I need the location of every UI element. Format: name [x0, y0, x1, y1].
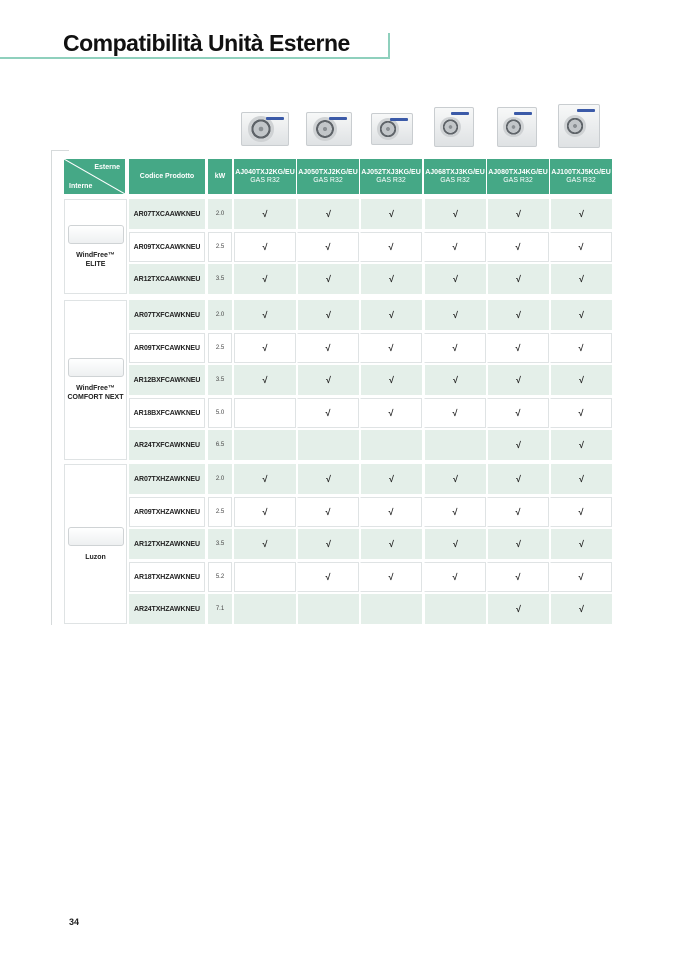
check-mark-icon: √: [262, 242, 268, 252]
check-mark-icon: √: [452, 572, 458, 582]
check-mark-icon: √: [388, 507, 394, 517]
compat-cell: [297, 199, 359, 229]
compat-cell: [550, 199, 612, 229]
brand-logo-icon: [514, 112, 532, 115]
product-code-cell: AR12TXHZAWKNEU: [129, 529, 205, 559]
check-mark-icon: √: [579, 310, 584, 320]
kw-cell: 5.2: [208, 562, 232, 592]
product-code-cell: AR24TXHZAWKNEU: [129, 594, 205, 624]
check-mark-icon: √: [579, 539, 584, 549]
check-mark-icon: √: [516, 310, 521, 320]
compat-cell: [487, 529, 549, 559]
compat-cell: [550, 333, 612, 363]
compat-cell: [360, 300, 422, 330]
outdoor-unit-image: [434, 107, 474, 147]
check-mark-icon: √: [326, 375, 331, 385]
check-mark-icon: √: [325, 572, 331, 582]
check-mark-icon: √: [452, 507, 458, 517]
compat-cell: [234, 594, 296, 624]
outdoor-gas: GAS R32: [313, 176, 343, 184]
compat-cell: [297, 464, 359, 494]
check-mark-icon: √: [516, 604, 521, 614]
compat-cell: [424, 594, 486, 624]
check-mark-icon: √: [262, 343, 268, 353]
kw-cell: 5.0: [208, 398, 232, 428]
compat-cell: [550, 464, 612, 494]
indoor-unit-image: [68, 527, 124, 546]
product-code-cell: AR07TXHZAWKNEU: [129, 464, 205, 494]
compat-cell: [424, 464, 486, 494]
compat-cell: [550, 430, 612, 460]
check-mark-icon: √: [326, 310, 331, 320]
brand-logo-icon: [577, 109, 595, 112]
indoor-group: [64, 199, 127, 294]
outdoor-gas: GAS R32: [440, 176, 470, 184]
indoor-group-name: WindFree™ COMFORT NEXT: [67, 385, 124, 401]
brand-logo-icon: [451, 112, 469, 115]
compat-cell: [487, 333, 549, 363]
product-code-cell: AR18BXFCAWKNEU: [129, 398, 205, 428]
header-outdoor-unit: [297, 159, 359, 194]
kw-cell: 2.5: [208, 232, 232, 262]
product-code-cell: AR09TXFCAWKNEU: [129, 333, 205, 363]
compat-cell: [360, 398, 422, 428]
check-mark-icon: √: [389, 310, 394, 320]
header-kw-label: kW: [214, 172, 226, 180]
check-mark-icon: √: [326, 209, 331, 219]
compat-cell: [424, 529, 486, 559]
check-mark-icon: √: [389, 375, 394, 385]
indoor-unit-image: [68, 225, 124, 244]
fan-grille-icon: [503, 117, 524, 138]
indoor-group-name: WindFree™ ELITE: [76, 251, 115, 268]
check-mark-icon: √: [326, 474, 331, 484]
compat-cell: [234, 529, 296, 559]
check-mark-icon: √: [453, 209, 458, 219]
check-mark-icon: √: [453, 310, 458, 320]
outdoor-model: AJ100TXJ5KG/EU: [551, 168, 611, 176]
check-mark-icon: √: [388, 408, 394, 418]
outdoor-gas: GAS R32: [250, 176, 280, 184]
corner-header: [64, 159, 125, 194]
compat-cell: [550, 398, 612, 428]
compat-cell: [550, 562, 612, 592]
product-code-cell: AR09TXCAAWKNEU: [129, 232, 205, 262]
compat-cell: [550, 365, 612, 395]
check-mark-icon: √: [388, 242, 394, 252]
check-mark-icon: √: [579, 604, 584, 614]
compat-cell: [360, 365, 422, 395]
check-mark-icon: √: [579, 440, 584, 450]
corner-label-indoor: Interne: [69, 183, 93, 190]
fan-grille-icon: [564, 115, 586, 137]
compat-cell: [297, 264, 359, 294]
header-outdoor-unit: [360, 159, 422, 194]
compat-cell: [297, 398, 359, 428]
outdoor-unit-image: [558, 104, 600, 148]
fan-grille-icon: [377, 118, 399, 140]
compat-cell: [487, 430, 549, 460]
header-outdoor-unit: [234, 159, 296, 194]
compat-cell: [424, 232, 486, 262]
check-mark-icon: √: [325, 343, 331, 353]
outdoor-model: AJ040TXJ2KG/EU: [235, 168, 295, 176]
brand-logo-icon: [266, 117, 284, 120]
product-code-cell: AR09TXHZAWKNEU: [129, 497, 205, 527]
compat-cell: [360, 199, 422, 229]
check-mark-icon: √: [516, 274, 521, 284]
compat-cell: [234, 199, 296, 229]
check-mark-icon: √: [388, 572, 394, 582]
compat-cell: [234, 562, 296, 592]
outdoor-unit-image: [371, 113, 413, 145]
page-title: Compatibilità Unità Esterne: [63, 30, 350, 56]
compat-cell: [297, 430, 359, 460]
product-code-cell: AR18TXHZAWKNEU: [129, 562, 205, 592]
kw-cell: 6.5: [208, 430, 232, 460]
compat-cell: [550, 232, 612, 262]
outdoor-gas: GAS R32: [376, 176, 406, 184]
compat-cell: [297, 594, 359, 624]
kw-cell: 2.5: [208, 497, 232, 527]
indoor-group: [64, 464, 127, 624]
kw-cell: 2.0: [208, 464, 232, 494]
outdoor-gas: GAS R32: [566, 176, 596, 184]
outdoor-unit-image: [497, 107, 537, 147]
compat-cell: [297, 333, 359, 363]
check-mark-icon: √: [389, 274, 394, 284]
check-mark-icon: √: [578, 242, 584, 252]
check-mark-icon: √: [515, 343, 521, 353]
compat-cell: [487, 365, 549, 395]
header-outdoor-unit: [550, 159, 612, 194]
check-mark-icon: √: [515, 507, 521, 517]
compat-cell: [424, 300, 486, 330]
compat-cell: [360, 562, 422, 592]
compat-cell: [234, 497, 296, 527]
check-mark-icon: √: [388, 343, 394, 353]
compat-cell: [297, 300, 359, 330]
compat-cell: [424, 497, 486, 527]
compat-cell: [360, 594, 422, 624]
product-code-cell: AR07TXCAAWKNEU: [129, 199, 205, 229]
compat-cell: [234, 464, 296, 494]
check-mark-icon: √: [453, 375, 458, 385]
header-outdoor-unit: [424, 159, 486, 194]
check-mark-icon: √: [516, 209, 521, 219]
compat-cell: [424, 199, 486, 229]
kw-cell: 2.0: [208, 199, 232, 229]
check-mark-icon: √: [515, 242, 521, 252]
check-mark-icon: √: [452, 242, 458, 252]
table-frame-left: [51, 150, 52, 625]
compat-cell: [487, 199, 549, 229]
fan-grille-icon: [440, 117, 461, 138]
compat-cell: [360, 529, 422, 559]
header-product-code-label: Codice Prodotto: [139, 172, 195, 180]
brand-logo-icon: [390, 118, 408, 121]
compat-cell: [360, 333, 422, 363]
compat-cell: [424, 333, 486, 363]
check-mark-icon: √: [452, 408, 458, 418]
check-mark-icon: √: [262, 539, 268, 549]
check-mark-icon: √: [389, 474, 394, 484]
check-mark-icon: √: [262, 274, 268, 284]
check-mark-icon: √: [262, 375, 268, 385]
table-frame-top: [51, 150, 69, 151]
compat-cell: [487, 264, 549, 294]
check-mark-icon: √: [453, 539, 458, 549]
outdoor-model: AJ052TXJ3KG/EU: [361, 168, 421, 176]
compat-cell: [360, 497, 422, 527]
outdoor-unit-image: [241, 112, 289, 146]
compat-cell: [424, 430, 486, 460]
check-mark-icon: √: [515, 408, 521, 418]
indoor-unit-image: [68, 358, 124, 377]
check-mark-icon: √: [325, 408, 331, 418]
compat-cell: [550, 529, 612, 559]
compat-cell: [360, 430, 422, 460]
fan-grille-icon: [313, 117, 337, 141]
kw-cell: 3.5: [208, 529, 232, 559]
header-product-code: [129, 159, 205, 194]
check-mark-icon: √: [516, 440, 521, 450]
check-mark-icon: √: [579, 209, 584, 219]
compat-cell: [360, 232, 422, 262]
check-mark-icon: √: [578, 343, 584, 353]
check-mark-icon: √: [325, 242, 331, 252]
compat-cell: [487, 562, 549, 592]
compat-cell: [487, 464, 549, 494]
product-code-cell: AR07TXFCAWKNEU: [129, 300, 205, 330]
product-code-cell: AR12TXCAAWKNEU: [129, 264, 205, 294]
check-mark-icon: √: [389, 539, 394, 549]
product-code-cell: AR24TXFCAWKNEU: [129, 430, 205, 460]
compat-cell: [297, 562, 359, 592]
compat-cell: [234, 430, 296, 460]
kw-cell: 3.5: [208, 264, 232, 294]
page-number: 34: [69, 917, 80, 927]
compat-cell: [360, 264, 422, 294]
brand-logo-icon: [329, 117, 347, 120]
check-mark-icon: √: [262, 507, 268, 517]
check-mark-icon: √: [326, 539, 331, 549]
outdoor-model: AJ068TXJ3KG/EU: [425, 168, 485, 176]
title-underline: [0, 57, 390, 59]
compat-cell: [487, 594, 549, 624]
compat-cell: [234, 300, 296, 330]
compat-cell: [360, 464, 422, 494]
compat-cell: [550, 300, 612, 330]
compat-cell: [550, 497, 612, 527]
compat-cell: [297, 529, 359, 559]
compat-cell: [424, 264, 486, 294]
compat-cell: [550, 594, 612, 624]
outdoor-model: AJ080TXJ4KG/EU: [488, 168, 548, 176]
check-mark-icon: √: [516, 539, 521, 549]
header-kw: [208, 159, 232, 194]
check-mark-icon: √: [453, 274, 458, 284]
compat-cell: [297, 232, 359, 262]
outdoor-model: AJ050TXJ2KG/EU: [298, 168, 358, 176]
title-underline-tick: [388, 33, 390, 59]
check-mark-icon: √: [326, 274, 331, 284]
check-mark-icon: √: [516, 474, 521, 484]
check-mark-icon: √: [579, 474, 584, 484]
outdoor-unit-image: [306, 112, 352, 146]
compat-cell: [424, 365, 486, 395]
kw-cell: 2.5: [208, 333, 232, 363]
compat-cell: [234, 333, 296, 363]
compat-cell: [487, 232, 549, 262]
header-outdoor-unit: [487, 159, 549, 194]
check-mark-icon: √: [579, 375, 584, 385]
indoor-group-name: Luzon: [85, 553, 106, 561]
check-mark-icon: √: [578, 507, 584, 517]
compat-cell: [424, 398, 486, 428]
check-mark-icon: √: [578, 572, 584, 582]
compat-cell: [487, 497, 549, 527]
check-mark-icon: √: [389, 209, 394, 219]
compat-cell: [297, 497, 359, 527]
check-mark-icon: √: [262, 209, 268, 219]
compat-cell: [234, 398, 296, 428]
product-code-cell: AR12BXFCAWKNEU: [129, 365, 205, 395]
corner-label-outdoor: Esterne: [94, 164, 120, 171]
check-mark-icon: √: [262, 474, 268, 484]
kw-cell: 2.0: [208, 300, 232, 330]
outdoor-gas: GAS R32: [503, 176, 533, 184]
check-mark-icon: √: [578, 408, 584, 418]
indoor-group: [64, 300, 127, 460]
check-mark-icon: √: [453, 474, 458, 484]
check-mark-icon: √: [579, 274, 584, 284]
check-mark-icon: √: [515, 572, 521, 582]
compat-cell: [234, 232, 296, 262]
compat-cell: [297, 365, 359, 395]
kw-cell: 7.1: [208, 594, 232, 624]
compat-cell: [487, 300, 549, 330]
compat-cell: [550, 264, 612, 294]
check-mark-icon: √: [452, 343, 458, 353]
fan-grille-icon: [248, 116, 273, 141]
check-mark-icon: √: [325, 507, 331, 517]
compat-cell: [424, 562, 486, 592]
compat-cell: [234, 365, 296, 395]
kw-cell: 3.5: [208, 365, 232, 395]
compat-cell: [234, 264, 296, 294]
compat-cell: [487, 398, 549, 428]
check-mark-icon: √: [262, 310, 268, 320]
check-mark-icon: √: [516, 375, 521, 385]
